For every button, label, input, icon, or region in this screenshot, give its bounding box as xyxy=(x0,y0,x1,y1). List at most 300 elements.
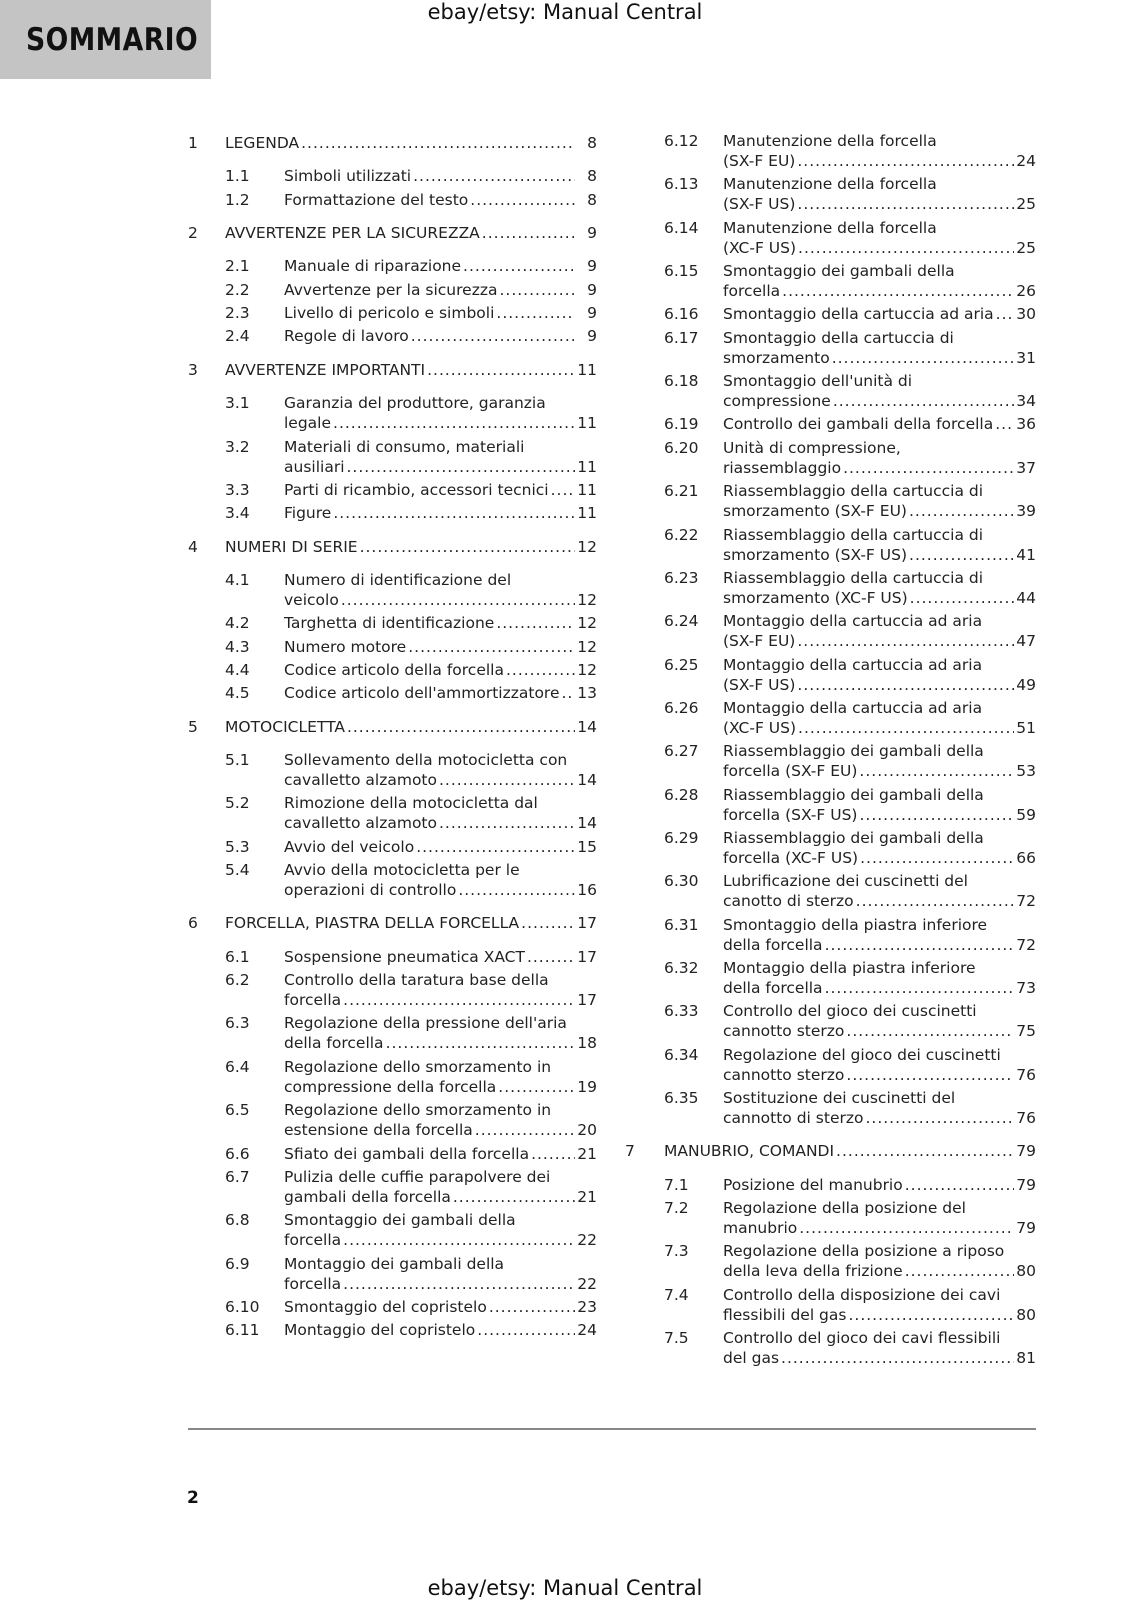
toc-entry-number: 6.17 xyxy=(664,328,699,347)
toc-page-number: 22 xyxy=(577,1274,597,1293)
toc-leader-dots xyxy=(506,660,575,680)
toc-leader-dots xyxy=(463,256,575,276)
toc-entry-number: 2 xyxy=(188,224,198,243)
toc-entry-number: 2.1 xyxy=(225,257,250,276)
toc-entry-number: 6.28 xyxy=(664,785,699,804)
toc-page-number: 9 xyxy=(587,257,597,276)
toc-entry-number: 6.25 xyxy=(664,655,699,674)
toc-leader-dots xyxy=(860,848,1014,868)
toc-page-number: 17 xyxy=(577,947,597,966)
toc-entry-number: 3.2 xyxy=(225,437,250,456)
toc-page-number: 9 xyxy=(587,224,597,243)
toc-entry-title: (SX-F EU) xyxy=(723,632,796,651)
toc-leader-dots xyxy=(865,1108,1014,1128)
toc-leader-dots xyxy=(489,1297,575,1317)
toc-page-number: 25 xyxy=(1016,238,1036,257)
toc-page-number: 8 xyxy=(587,134,597,152)
toc-page-number: 53 xyxy=(1016,762,1036,781)
toc-leader-dots xyxy=(521,913,575,933)
toc-page-number: 11 xyxy=(577,504,597,523)
toc-entry-number: 6.30 xyxy=(664,872,699,891)
toc-page-number: 59 xyxy=(1016,805,1036,824)
toc-page-number: 8 xyxy=(587,190,597,209)
toc-leader-dots xyxy=(470,190,575,210)
toc-entry-number: 6.1 xyxy=(225,947,250,966)
toc-entry-title: Unità di compressione, xyxy=(723,438,901,457)
toc-leader-dots xyxy=(909,501,1014,521)
toc-entry-title: cavalletto alzamoto xyxy=(284,771,437,789)
toc-entry-title: Montaggio del copristelo xyxy=(284,1321,476,1340)
toc-entry-title: (SX-F US) xyxy=(723,195,796,214)
toc-entry-title: cavalletto alzamoto xyxy=(284,814,437,833)
toc-entry-title: (XC-F US) xyxy=(723,238,797,257)
toc-entry-number: 3.4 xyxy=(225,504,250,523)
toc-page-number: 30 xyxy=(1016,305,1036,324)
toc-entry-number: 6.31 xyxy=(664,915,699,934)
toc-entry-title: cannotto sterzo xyxy=(723,1022,845,1041)
toc-leader-dots xyxy=(551,480,575,500)
toc-leader-dots xyxy=(833,391,1014,411)
toc-page-number: 80 xyxy=(1016,1305,1036,1324)
toc-entry-title: Controllo della taratura base della xyxy=(284,971,549,990)
toc-page-number: 17 xyxy=(577,914,597,933)
toc-page-number: 76 xyxy=(1016,1065,1036,1084)
toc-entry-number: 6.9 xyxy=(225,1254,250,1273)
toc-page-number: 31 xyxy=(1016,348,1036,367)
toc-leader-dots xyxy=(797,194,1014,214)
toc-entry-number: 6 xyxy=(188,914,198,933)
toc-entry-title: MOTOCICLETTA xyxy=(225,717,345,736)
toc-page-number: 14 xyxy=(577,771,597,789)
toc-entry-title: smorzamento xyxy=(723,348,830,367)
toc-entry-title: (SX-F US) xyxy=(723,675,796,694)
toc-leader-dots xyxy=(496,303,575,323)
toc-page-number: 9 xyxy=(587,304,597,323)
toc-entry-number: 6.8 xyxy=(225,1211,250,1230)
toc-entry-number: 6.5 xyxy=(225,1101,250,1120)
toc-entry-title: Montaggio della cartuccia ad aria xyxy=(723,698,983,717)
toc-page-number: 9 xyxy=(587,327,597,346)
toc-entry-title: della forcella xyxy=(723,979,823,997)
toc-entry-title: Regolazione del gioco dei cuscinetti xyxy=(723,1045,1001,1064)
toc-entry-number: 3.3 xyxy=(225,480,250,499)
toc-entry-title: FORCELLA, PIASTRA DELLA FORCELLA xyxy=(225,914,520,933)
toc-entry-number: 6.10 xyxy=(225,1297,260,1316)
toc-entry-number: 7.1 xyxy=(664,1175,689,1194)
toc-entry-title: operazioni di controllo xyxy=(284,881,457,900)
toc-entry-title: Regole di lavoro xyxy=(284,327,409,346)
toc-entry-number: 5.4 xyxy=(225,861,250,880)
toc-entry-number: 7.4 xyxy=(664,1285,689,1304)
toc-entry-title: legale xyxy=(284,414,332,433)
toc-entry-title: cannotto di sterzo xyxy=(723,1109,864,1128)
toc-page-number: 12 xyxy=(577,590,597,609)
toc-entry-title: Numero di identificazione del xyxy=(284,570,512,589)
toc-entry-number: 6.34 xyxy=(664,1045,699,1064)
toc-entry-number: 4.1 xyxy=(225,570,250,589)
toc-page-number: 66 xyxy=(1016,848,1036,867)
toc-entry-title: forcella xyxy=(284,991,342,1010)
toc-leader-dots xyxy=(343,1230,575,1250)
toc-entry-number: 1.1 xyxy=(225,167,250,186)
toc-entry-number: 6.19 xyxy=(664,415,699,434)
toc-entry-number: 6.35 xyxy=(664,1089,699,1108)
toc-page-number: 72 xyxy=(1016,935,1036,954)
toc-entry-title: compressione della forcella xyxy=(284,1077,497,1096)
toc-entry-number: 4.2 xyxy=(225,614,250,633)
toc-leader-dots xyxy=(843,458,1014,478)
toc-page-number: 13 xyxy=(577,684,597,703)
toc-page-number: 21 xyxy=(577,1187,597,1206)
toc-leader-dots xyxy=(797,151,1014,171)
toc-entry-number: 6.6 xyxy=(225,1144,250,1163)
toc-entry-title: Manutenzione della forcella xyxy=(723,175,937,194)
toc-leader-dots xyxy=(836,1141,1014,1161)
toc-page-number: 73 xyxy=(1016,979,1036,997)
toc-entry-title: Smontaggio della piastra inferiore xyxy=(723,915,988,934)
toc-page-number: 41 xyxy=(1016,545,1036,564)
toc-page-number: 12 xyxy=(577,537,597,556)
toc-page-number: 79 xyxy=(1016,1142,1036,1161)
toc-entry-number: 6.32 xyxy=(664,959,699,977)
toc-entry-title: gambali della forcella xyxy=(284,1187,451,1206)
toc-page-number: 49 xyxy=(1016,675,1036,694)
watermark-bottom: ebay/etsy: Manual Central xyxy=(427,1576,703,1600)
toc-leader-dots xyxy=(856,891,1014,911)
toc-entry-title: Controllo della disposizione dei cavi xyxy=(723,1285,1001,1304)
toc-entry-number: 6.15 xyxy=(664,262,699,281)
toc-entry-title: Riassemblaggio dei gambali della xyxy=(723,785,984,804)
toc-leader-dots xyxy=(343,990,575,1010)
toc-leader-dots xyxy=(411,326,575,346)
toc-leader-dots xyxy=(386,1033,575,1053)
toc-entry-number: 5.1 xyxy=(225,751,250,769)
toc-entry-number: 3 xyxy=(188,360,198,379)
toc-leader-dots xyxy=(439,770,575,790)
toc-page-number: 11 xyxy=(577,414,597,433)
toc-entry-title: Lubrificazione dei cuscinetti del xyxy=(723,872,968,891)
toc-entry-title: Regolazione dello smorzamento in xyxy=(284,1057,552,1076)
toc-entry-number: 6.27 xyxy=(664,742,699,761)
toc-page-number: 76 xyxy=(1016,1109,1036,1128)
toc-entry-title: smorzamento (SX-F EU) xyxy=(723,502,907,521)
toc-leader-dots xyxy=(846,1065,1014,1085)
toc-entry-title: smorzamento (XC-F US) xyxy=(723,588,908,607)
toc-leader-dots xyxy=(859,761,1014,781)
toc-page-number: 12 xyxy=(577,614,597,633)
toc-page-number: 75 xyxy=(1016,1022,1036,1041)
toc-leader-dots xyxy=(825,978,1014,998)
toc-page-number: 11 xyxy=(577,360,597,379)
toc-entry-number: 6.33 xyxy=(664,1002,699,1021)
toc-leader-dots xyxy=(416,837,575,857)
toc-page-number: 23 xyxy=(577,1297,597,1316)
toc-entry-title: Sfiato dei gambali della forcella xyxy=(284,1144,530,1163)
toc-page-number: 25 xyxy=(1016,195,1036,214)
toc-leader-dots xyxy=(341,590,575,610)
toc-leader-dots xyxy=(458,880,575,900)
toc-entry-title: Manuale di riparazione xyxy=(284,257,462,276)
toc-entry-title: Avvertenze per la sicurezza xyxy=(284,280,498,299)
toc-entry-title: Sostituzione dei cuscinetti del xyxy=(723,1089,956,1108)
toc-entry-title: Smontaggio dei gambali della xyxy=(723,262,955,281)
toc-leader-dots xyxy=(562,683,576,703)
toc-entry-number: 2.4 xyxy=(225,327,250,346)
toc-page-number: 12 xyxy=(577,660,597,679)
toc-leader-dots xyxy=(996,304,1014,324)
toc-leader-dots xyxy=(498,1077,575,1097)
toc-entry-number: 4.5 xyxy=(225,684,250,703)
toc-entry-title: forcella xyxy=(723,282,781,301)
toc-leader-dots xyxy=(482,223,575,243)
toc-entry-title: Manutenzione della forcella xyxy=(723,218,937,237)
toc-page-number: 80 xyxy=(1016,1262,1036,1281)
toc-entry-number: 1 xyxy=(188,134,198,152)
toc-entry-title: NUMERI DI SERIE xyxy=(225,537,358,556)
toc-entry-title: Formattazione del testo xyxy=(284,190,469,209)
toc-page-number: 11 xyxy=(577,457,597,476)
toc-page-number: 18 xyxy=(577,1034,597,1053)
toc-entry-number: 6.7 xyxy=(225,1167,250,1186)
toc-entry-number: 6.13 xyxy=(664,175,699,194)
watermark-top: ebay/etsy: Manual Central xyxy=(427,0,703,24)
toc-entry-title: Riassemblaggio dei gambali della xyxy=(723,828,984,847)
toc-entry-number: 6.24 xyxy=(664,612,699,631)
toc-page-number: 47 xyxy=(1016,632,1036,651)
toc-page-number: 8 xyxy=(587,167,597,186)
toc-entry-number: 2.2 xyxy=(225,280,250,299)
toc-page-number: 44 xyxy=(1016,588,1036,607)
toc-entry-title: Rimozione della motocicletta dal xyxy=(284,794,538,813)
toc-leader-dots xyxy=(427,360,575,380)
toc-entry-title: Regolazione della pressione dell'aria xyxy=(284,1014,567,1033)
toc-entry-title: Avvio della motocicletta per le xyxy=(284,861,520,880)
toc-entry-title: Sollevamento della motocicletta con xyxy=(284,751,568,769)
toc-leader-dots xyxy=(909,545,1014,565)
toc-entry-title: della leva della frizione xyxy=(723,1262,903,1281)
toc-entry-number: 5.3 xyxy=(225,837,250,856)
toc-leader-dots xyxy=(798,238,1014,258)
toc-leader-dots xyxy=(333,413,575,433)
toc-entry-title: veicolo xyxy=(284,590,339,609)
toc-entry-title: Riassemblaggio dei gambali della xyxy=(723,742,984,761)
toc-entry-title: Smontaggio dell'unità di xyxy=(723,372,913,391)
toc-entry-title: manubrio xyxy=(723,1219,798,1238)
toc-entry-title: Regolazione della posizione a riposo xyxy=(723,1242,1005,1261)
toc-page-number: 22 xyxy=(577,1231,597,1250)
toc-leader-dots xyxy=(825,935,1014,955)
toc-entry-number: 4 xyxy=(188,537,198,556)
toc-page-number: 20 xyxy=(577,1121,597,1140)
toc-entry-title: forcella (XC-F US) xyxy=(723,848,859,867)
toc-leader-dots xyxy=(413,166,575,186)
toc-entry-title: della forcella xyxy=(284,1034,384,1053)
toc-entry-number: 6.21 xyxy=(664,482,699,501)
toc-leader-dots xyxy=(333,503,575,523)
toc-entry-title: Smontaggio del copristelo xyxy=(284,1297,487,1316)
toc-page-number: 24 xyxy=(1016,152,1036,170)
toc-leader-dots xyxy=(781,1348,1014,1368)
toc-entry-title: Riassemblaggio della cartuccia di xyxy=(723,482,984,501)
toc-entry-title: della forcella xyxy=(723,935,823,954)
toc-entry-title: Montaggio della cartuccia ad aria xyxy=(723,655,983,674)
toc-page-number: 34 xyxy=(1016,392,1036,411)
toc-entry-number: 6.23 xyxy=(664,568,699,587)
toc-leader-dots xyxy=(905,1261,1014,1281)
toc-page-number: 36 xyxy=(1016,415,1036,434)
toc-entry-title: Targhetta di identificazione xyxy=(284,614,495,633)
toc-leader-dots xyxy=(798,718,1014,738)
toc-entry-title: forcella (SX-F US) xyxy=(723,805,858,824)
toc-entry-title: Codice articolo dell'ammortizzatore xyxy=(284,684,560,703)
toc-entry-title: estensione della forcella xyxy=(284,1121,473,1140)
toc-page-number: 19 xyxy=(577,1077,597,1096)
toc-entry-title: AVVERTENZE IMPORTANTI xyxy=(225,360,426,379)
toc-leader-dots xyxy=(453,1187,575,1207)
toc-entry-number: 6.4 xyxy=(225,1057,250,1076)
toc-page-number: 79 xyxy=(1016,1219,1036,1238)
toc-entry-title: Riassemblaggio della cartuccia di xyxy=(723,525,984,544)
toc-entry-title: Livello di pericolo e simboli xyxy=(284,304,495,323)
toc-entry-number: 7.2 xyxy=(664,1199,689,1218)
toc-entry-number: 5.2 xyxy=(225,794,250,813)
toc-entry-title: Smontaggio della cartuccia di xyxy=(723,328,954,347)
toc-entry-number: 6.29 xyxy=(664,828,699,847)
toc-leader-dots xyxy=(439,813,575,833)
toc-entry-title: Pulizia delle cuffie parapolvere dei xyxy=(284,1167,551,1186)
toc-entry-title: flessibili del gas xyxy=(723,1305,847,1324)
toc-entry-title: Manutenzione della forcella xyxy=(723,132,937,150)
toc-entry-title: Numero motore xyxy=(284,637,407,656)
toc-leader-dots xyxy=(347,457,576,477)
toc-page-number: 26 xyxy=(1016,282,1036,301)
toc-leader-dots xyxy=(848,1305,1014,1325)
toc-entry-title: Montaggio della piastra inferiore xyxy=(723,959,976,977)
toc-entry-title: compressione xyxy=(723,392,831,411)
toc-page-number: 21 xyxy=(577,1144,597,1163)
toc-entry-title: ausiliari xyxy=(284,457,345,476)
toc-entry-title: forcella xyxy=(284,1231,342,1250)
toc-page-number: 51 xyxy=(1016,718,1036,737)
toc-leader-dots xyxy=(408,637,575,657)
toc-entry-number: 4.3 xyxy=(225,637,250,656)
toc-entry-number: 6.26 xyxy=(664,698,699,717)
toc-entry-number: 4.4 xyxy=(225,660,250,679)
toc-page-number: 37 xyxy=(1016,458,1036,477)
toc-entry-title: Riassemblaggio della cartuccia di xyxy=(723,568,984,587)
page-title: SOMMARIO xyxy=(26,22,199,58)
toc-entry-number: 6.18 xyxy=(664,372,699,391)
toc-entry-title: Materiali di consumo, materiali xyxy=(284,437,525,456)
toc-leader-dots xyxy=(496,613,575,633)
toc-entry-number: 7 xyxy=(625,1142,635,1161)
toc-leader-dots xyxy=(995,414,1014,434)
toc-page-number: 12 xyxy=(577,637,597,656)
toc-leader-dots xyxy=(799,1218,1014,1238)
toc-entry-title: Regolazione della posizione del xyxy=(723,1199,966,1218)
toc-entry-number: 6.14 xyxy=(664,218,699,237)
toc-page-number: 17 xyxy=(577,991,597,1010)
toc-entry-title: Parti di ricambio, accessori tecnici xyxy=(284,480,549,499)
toc-leader-dots xyxy=(832,348,1014,368)
toc-entry-number: 6.20 xyxy=(664,438,699,457)
toc-page-number: 14 xyxy=(577,717,597,736)
toc-leader-dots xyxy=(797,675,1014,695)
toc-page-number: 79 xyxy=(1016,1175,1036,1194)
toc-entry-title: Simboli utilizzati xyxy=(284,167,412,186)
toc-entry-title: Avvio del veicolo xyxy=(284,837,415,856)
toc-entry-number: 3.1 xyxy=(225,394,250,413)
toc-entry-number: 6.2 xyxy=(225,971,250,990)
toc-entry-title: forcella (SX-F EU) xyxy=(723,762,858,781)
toc-entry-number: 7.5 xyxy=(664,1329,689,1348)
toc-page-number: 9 xyxy=(587,280,597,299)
toc-page-number: 24 xyxy=(577,1321,597,1340)
footer-divider xyxy=(188,1428,1036,1430)
toc-leader-dots xyxy=(360,537,575,557)
toc-entry-number: 6.22 xyxy=(664,525,699,544)
toc-leader-dots xyxy=(531,1144,575,1164)
toc-entry-title: Posizione del manubrio xyxy=(723,1175,903,1194)
toc-leader-dots xyxy=(905,1175,1014,1195)
toc-leader-dots xyxy=(477,1320,575,1340)
toc-leader-dots xyxy=(301,133,575,153)
toc-leader-dots xyxy=(499,280,575,300)
toc-entry-number: 7.3 xyxy=(664,1242,689,1261)
toc-entry-title: AVVERTENZE PER LA SICUREZZA xyxy=(225,224,480,243)
toc-leader-dots xyxy=(782,281,1014,301)
toc-entry-title: Montaggio dei gambali della xyxy=(284,1254,505,1273)
toc-entry-number: 5 xyxy=(188,717,198,736)
page-number: 2 xyxy=(187,1488,199,1508)
toc-entry-number: 6.16 xyxy=(664,305,699,324)
toc-entry-title: (XC-F US) xyxy=(723,718,797,737)
toc-leader-dots xyxy=(527,947,575,967)
toc-entry-number: 2.3 xyxy=(225,304,250,323)
toc-page-number: 11 xyxy=(577,480,597,499)
toc-entry-title: Sospensione pneumatica XACT xyxy=(284,947,525,966)
toc-entry-title: Smontaggio dei gambali della xyxy=(284,1211,516,1230)
toc-entry-title: LEGENDA xyxy=(225,134,300,152)
toc-page-number: 15 xyxy=(577,837,597,856)
toc-leader-dots xyxy=(797,631,1014,651)
toc-leader-dots xyxy=(910,588,1014,608)
toc-leader-dots xyxy=(347,717,575,737)
toc-entry-title: Regolazione dello smorzamento in xyxy=(284,1101,552,1120)
toc-entry-title: (SX-F EU) xyxy=(723,152,796,170)
toc-leader-dots xyxy=(859,805,1014,825)
toc-entry-title: canotto di sterzo xyxy=(723,892,854,911)
toc-entry-title: riassemblaggio xyxy=(723,458,842,477)
toc-entry-title: MANUBRIO, COMANDI xyxy=(664,1142,835,1161)
toc-entry-title: forcella xyxy=(284,1274,342,1293)
toc-page-number: 81 xyxy=(1016,1349,1036,1368)
toc-entry-title: Controllo del gioco dei cavi flessibili xyxy=(723,1329,1001,1348)
toc-entry-title: cannotto sterzo xyxy=(723,1065,845,1084)
toc-entry-number: 6.3 xyxy=(225,1014,250,1033)
toc-entry-title: Controllo dei gambali della forcella xyxy=(723,415,994,434)
toc-leader-dots xyxy=(846,1021,1014,1041)
toc-entry-title: del gas xyxy=(723,1349,780,1368)
toc-page-number: 39 xyxy=(1016,502,1036,521)
toc-page-number: 16 xyxy=(577,881,597,900)
toc-entry-title: Garanzia del produttore, garanzia xyxy=(284,394,546,413)
toc-leader-dots xyxy=(343,1274,575,1294)
toc-entry-number: 6.11 xyxy=(225,1321,260,1340)
toc-page-number: 72 xyxy=(1016,892,1036,911)
toc-page-number: 14 xyxy=(577,814,597,833)
toc-entry-title: smorzamento (SX-F US) xyxy=(723,545,908,564)
